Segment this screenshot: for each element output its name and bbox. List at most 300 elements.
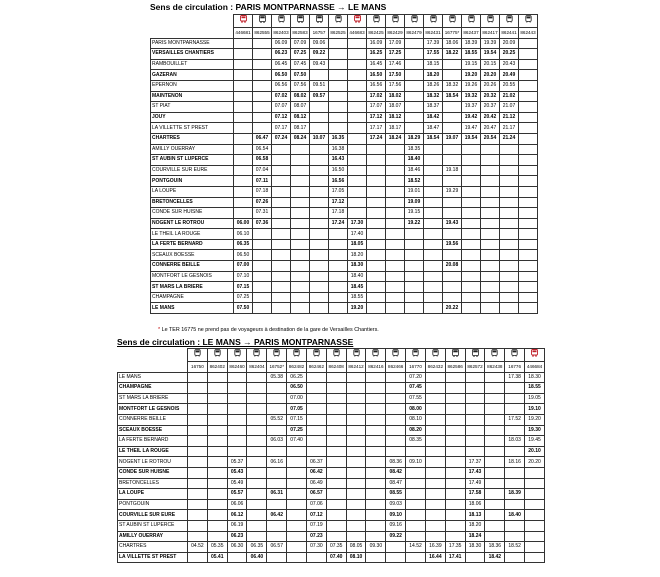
time-cell: 18.17 <box>386 123 405 134</box>
time-cell <box>425 510 445 521</box>
time-cell: 18.47 <box>424 123 443 134</box>
time-cell <box>310 144 329 155</box>
time-cell: 19.29 <box>443 186 462 197</box>
time-cell <box>406 446 426 457</box>
time-cell <box>291 303 310 314</box>
time-cell <box>272 261 291 272</box>
time-cell: 18.06 <box>465 499 485 510</box>
time-cell <box>247 404 267 415</box>
time-cell: 18.55 <box>525 383 545 394</box>
time-cell <box>291 282 310 293</box>
time-cell <box>188 436 208 447</box>
time-cell <box>310 123 329 134</box>
table-row <box>118 404 545 415</box>
time-cell: 09.57 <box>310 91 329 102</box>
time-cell: 06.23 <box>227 531 247 542</box>
time-cell <box>481 165 500 176</box>
time-cell <box>481 250 500 261</box>
time-cell: 07.40 <box>326 552 346 563</box>
time-cell <box>207 478 227 489</box>
timetable-paris-le-mans <box>150 14 538 314</box>
time-cell <box>287 552 307 563</box>
time-cell: 07.25 <box>234 292 253 303</box>
time-cell: 20.09 <box>500 38 519 49</box>
time-cell <box>326 425 346 436</box>
time-cell: 20.22 <box>443 303 462 314</box>
time-cell <box>366 372 386 383</box>
time-cell: 07.56 <box>291 80 310 91</box>
time-cell <box>306 393 326 404</box>
time-cell <box>386 446 406 457</box>
time-cell <box>207 510 227 521</box>
time-cell <box>267 467 287 478</box>
time-cell <box>406 510 426 521</box>
time-cell <box>227 446 247 457</box>
time-cell: 07.12 <box>306 510 326 521</box>
train-icon <box>366 349 386 362</box>
time-cell <box>386 292 405 303</box>
train-number: 446683 <box>348 28 367 39</box>
time-cell <box>386 425 406 436</box>
time-cell <box>291 261 310 272</box>
time-cell <box>525 542 545 553</box>
time-cell <box>247 446 267 457</box>
time-cell: 06.30 <box>227 542 247 553</box>
time-cell: 14.52 <box>406 542 426 553</box>
time-cell <box>253 271 272 282</box>
time-cell <box>519 261 538 272</box>
time-cell <box>366 404 386 415</box>
time-cell <box>386 250 405 261</box>
train-number: 16776 <box>505 362 525 373</box>
time-cell <box>310 155 329 166</box>
time-cell <box>247 372 267 383</box>
time-cell <box>386 144 405 155</box>
time-cell <box>443 208 462 219</box>
train-icon <box>287 349 307 362</box>
time-cell <box>253 261 272 272</box>
time-cell <box>306 436 326 447</box>
time-cell <box>348 144 367 155</box>
time-cell <box>346 520 366 531</box>
time-cell: 20.26 <box>481 80 500 91</box>
time-cell <box>405 123 424 134</box>
table-row <box>118 478 545 489</box>
station-name: MONTFORT LE GESNOIS <box>118 404 188 415</box>
time-cell <box>366 520 386 531</box>
time-cell <box>443 197 462 208</box>
time-cell <box>253 38 272 49</box>
time-cell <box>445 489 465 500</box>
time-cell <box>291 197 310 208</box>
time-cell <box>525 467 545 478</box>
time-cell <box>425 446 445 457</box>
train-icon <box>207 349 227 362</box>
time-cell <box>425 372 445 383</box>
table-row <box>151 250 538 261</box>
time-cell <box>406 467 426 478</box>
time-cell <box>188 467 208 478</box>
time-cell <box>253 112 272 123</box>
time-cell <box>247 531 267 542</box>
time-cell: 07.00 <box>234 261 253 272</box>
time-cell: 19.20 <box>348 303 367 314</box>
table-row <box>118 531 545 542</box>
time-cell: 10.07 <box>310 133 329 144</box>
time-cell <box>291 239 310 250</box>
time-cell <box>253 229 272 240</box>
station-name: LE THEIL LA ROUGE <box>151 229 234 240</box>
train-number: 862402 <box>207 362 227 373</box>
time-cell <box>485 510 505 521</box>
train-number: 862431 <box>424 28 443 39</box>
time-cell <box>445 520 465 531</box>
time-cell: 17.55 <box>424 49 443 60</box>
time-cell <box>505 383 525 394</box>
time-cell <box>485 436 505 447</box>
time-cell <box>346 383 366 394</box>
time-cell: 09.06 <box>310 38 329 49</box>
time-cell <box>346 467 366 478</box>
time-cell <box>445 478 465 489</box>
station-name: SCEAUX BOESSE <box>118 425 188 436</box>
time-cell <box>465 414 485 425</box>
time-cell <box>291 144 310 155</box>
time-cell <box>326 478 346 489</box>
time-cell <box>443 112 462 123</box>
time-cell <box>485 414 505 425</box>
time-cell <box>188 372 208 383</box>
time-cell <box>310 218 329 229</box>
table-row <box>151 282 538 293</box>
time-cell <box>234 133 253 144</box>
time-cell <box>227 372 247 383</box>
station-name: COURVILLE SUR EURE <box>151 165 234 176</box>
time-cell <box>425 467 445 478</box>
time-cell <box>485 372 505 383</box>
time-cell <box>366 478 386 489</box>
time-cell <box>367 165 386 176</box>
time-cell: 17.58 <box>465 489 485 500</box>
table-row <box>151 102 538 113</box>
time-cell <box>367 229 386 240</box>
time-cell <box>443 59 462 70</box>
time-cell <box>310 261 329 272</box>
time-cell <box>234 70 253 81</box>
time-cell <box>329 59 348 70</box>
time-cell <box>424 229 443 240</box>
time-cell <box>310 186 329 197</box>
time-cell <box>445 499 465 510</box>
table-row <box>151 261 538 272</box>
time-cell: 07.23 <box>306 531 326 542</box>
time-cell <box>306 383 326 394</box>
table-row <box>151 292 538 303</box>
time-cell <box>445 531 465 542</box>
train-number: 16770 <box>406 362 426 373</box>
time-cell <box>267 531 287 542</box>
time-cell <box>519 144 538 155</box>
time-cell <box>519 229 538 240</box>
time-cell: 09.22 <box>386 531 406 542</box>
time-cell <box>462 303 481 314</box>
time-cell: 18.54 <box>424 133 443 144</box>
time-cell: 06.25 <box>287 372 307 383</box>
time-cell: 17.05 <box>329 186 348 197</box>
time-cell: 17.56 <box>386 80 405 91</box>
time-cell <box>346 457 366 468</box>
time-cell <box>405 91 424 102</box>
time-cell <box>272 229 291 240</box>
time-cell <box>424 261 443 272</box>
time-cell <box>207 457 227 468</box>
time-cell <box>386 239 405 250</box>
time-cell <box>287 499 307 510</box>
train-number: 862443 <box>519 28 538 39</box>
time-cell <box>234 197 253 208</box>
time-cell: 09.51 <box>310 80 329 91</box>
time-cell <box>207 489 227 500</box>
time-cell: 18.22 <box>443 49 462 60</box>
time-cell: 08.24 <box>291 133 310 144</box>
time-cell <box>326 531 346 542</box>
time-cell <box>405 59 424 70</box>
time-cell <box>310 102 329 113</box>
station-name: LE THEIL LA ROUGE <box>118 446 188 457</box>
time-cell: 21.24 <box>500 133 519 144</box>
time-cell <box>386 186 405 197</box>
time-cell <box>519 186 538 197</box>
time-cell <box>505 467 525 478</box>
time-cell <box>188 446 208 457</box>
time-cell <box>346 404 366 415</box>
time-cell: 07.15 <box>287 414 307 425</box>
time-cell: 18.20 <box>465 520 485 531</box>
train-number: 862482 <box>287 362 307 373</box>
train-number: 862462 <box>306 362 326 373</box>
train-number: 862412 <box>346 362 366 373</box>
station-name: PARIS MONTPARNASSE <box>151 38 234 49</box>
time-cell: 16.35 <box>329 133 348 144</box>
time-cell: 06.37 <box>306 457 326 468</box>
time-cell <box>481 271 500 282</box>
time-cell: 17.09 <box>386 38 405 49</box>
time-cell <box>443 176 462 187</box>
time-cell: 17.02 <box>367 91 386 102</box>
station-name: BRETONCELLES <box>118 478 188 489</box>
time-cell: 18.05 <box>348 239 367 250</box>
time-cell <box>425 489 445 500</box>
table-row <box>118 414 545 425</box>
time-cell: 21.07 <box>500 102 519 113</box>
station-name: VERSAILLES CHANTIERS <box>151 49 234 60</box>
time-cell <box>485 425 505 436</box>
time-cell <box>346 531 366 542</box>
time-cell <box>462 239 481 250</box>
time-cell <box>329 112 348 123</box>
time-cell <box>188 499 208 510</box>
time-cell <box>247 499 267 510</box>
time-cell <box>425 531 445 542</box>
time-cell: 21.17 <box>500 123 519 134</box>
section2-title: Sens de circulation : LE MANS → PARIS MONTPARNASSE <box>117 337 354 347</box>
time-cell <box>424 186 443 197</box>
time-cell: 19.54 <box>462 133 481 144</box>
time-cell <box>519 91 538 102</box>
time-cell <box>348 80 367 91</box>
train-number: 862416 <box>366 362 386 373</box>
time-cell <box>247 478 267 489</box>
time-cell <box>306 552 326 563</box>
table-row <box>151 59 538 70</box>
time-cell <box>519 123 538 134</box>
time-cell: 17.17 <box>367 123 386 134</box>
time-cell <box>445 414 465 425</box>
table-row <box>151 229 538 240</box>
time-cell: 05.41 <box>207 552 227 563</box>
time-cell <box>406 531 426 542</box>
time-cell <box>366 531 386 542</box>
time-cell <box>425 404 445 415</box>
time-cell <box>287 446 307 457</box>
time-cell: 20.25 <box>500 49 519 60</box>
time-cell <box>326 436 346 447</box>
time-cell <box>227 404 247 415</box>
time-cell <box>386 282 405 293</box>
time-cell <box>234 38 253 49</box>
time-cell: 18.46 <box>405 165 424 176</box>
time-cell <box>462 155 481 166</box>
time-cell <box>462 261 481 272</box>
time-cell <box>326 393 346 404</box>
time-cell <box>500 229 519 240</box>
time-cell <box>425 383 445 394</box>
time-cell: 18.40 <box>348 271 367 282</box>
train-number: 862438 <box>485 362 505 373</box>
time-cell <box>500 176 519 187</box>
time-cell: 06.54 <box>253 144 272 155</box>
time-cell <box>465 372 485 383</box>
time-cell <box>500 208 519 219</box>
time-cell: 07.40 <box>287 436 307 447</box>
table-row <box>151 303 538 314</box>
time-cell: 09.22 <box>310 49 329 60</box>
time-cell: 18.03 <box>505 436 525 447</box>
time-cell <box>267 393 287 404</box>
time-cell <box>291 271 310 282</box>
bus-icon <box>291 15 310 28</box>
time-cell <box>481 239 500 250</box>
time-cell: 07.11 <box>253 176 272 187</box>
time-cell: 19.30 <box>525 425 545 436</box>
time-cell <box>346 499 366 510</box>
time-cell <box>505 552 525 563</box>
train-number: 16775* <box>443 28 462 39</box>
time-cell <box>424 271 443 282</box>
time-cell <box>291 186 310 197</box>
time-cell: 19.01 <box>405 186 424 197</box>
time-cell: 19.39 <box>481 38 500 49</box>
table-row <box>118 372 545 383</box>
time-cell <box>519 197 538 208</box>
time-cell <box>329 282 348 293</box>
time-cell: 19.15 <box>462 59 481 70</box>
time-cell: 18.29 <box>405 133 424 144</box>
time-cell <box>306 446 326 457</box>
station-name: NOGENT LE ROTROU <box>118 457 188 468</box>
time-cell <box>247 467 267 478</box>
time-cell: 17.12 <box>367 112 386 123</box>
time-cell <box>272 303 291 314</box>
time-cell: 07.30 <box>306 542 326 553</box>
time-cell <box>462 271 481 282</box>
time-cell: 08.02 <box>291 91 310 102</box>
time-cell: 05.37 <box>227 457 247 468</box>
time-cell <box>329 303 348 314</box>
time-cell <box>267 499 287 510</box>
table-row <box>118 446 545 457</box>
time-cell: 17.38 <box>505 372 525 383</box>
time-cell <box>310 282 329 293</box>
time-cell: 19.54 <box>481 49 500 60</box>
station-name: CONDE SUR HUISNE <box>151 208 234 219</box>
train-number: 862586 <box>445 362 465 373</box>
time-cell <box>310 292 329 303</box>
train-number: 862432 <box>425 362 445 373</box>
time-cell <box>445 393 465 404</box>
station-name: JOUY <box>151 112 234 123</box>
time-cell <box>367 261 386 272</box>
table-row <box>151 80 538 91</box>
time-cell: 07.10 <box>234 271 253 282</box>
time-cell: 19.09 <box>405 197 424 208</box>
time-cell <box>234 91 253 102</box>
time-cell <box>367 218 386 229</box>
station-name: PONTGOUIN <box>151 176 234 187</box>
time-cell <box>306 414 326 425</box>
time-cell <box>445 467 465 478</box>
time-cell: 06.10 <box>234 229 253 240</box>
table-row <box>118 436 545 447</box>
station-name: CONDE SUR HUISNE <box>118 467 188 478</box>
time-cell <box>465 552 485 563</box>
time-cell: 07.19 <box>306 520 326 531</box>
time-cell <box>326 414 346 425</box>
time-cell: 09.30 <box>366 542 386 553</box>
time-cell: 18.24 <box>386 133 405 144</box>
time-cell <box>405 303 424 314</box>
time-cell <box>519 303 538 314</box>
train-number: 862525 <box>329 28 348 39</box>
time-cell <box>346 436 366 447</box>
station-name: MONTFORT LE GESNOIS <box>151 271 234 282</box>
time-cell <box>505 393 525 404</box>
time-cell: 06.31 <box>267 489 287 500</box>
time-cell <box>525 520 545 531</box>
time-cell <box>481 282 500 293</box>
time-cell: 19.22 <box>405 218 424 229</box>
time-cell <box>500 303 519 314</box>
time-cell <box>366 457 386 468</box>
time-cell <box>505 531 525 542</box>
time-cell <box>519 165 538 176</box>
time-cell: 08.47 <box>386 478 406 489</box>
time-cell <box>500 250 519 261</box>
time-cell: 06.19 <box>227 520 247 531</box>
time-cell <box>272 155 291 166</box>
time-cell <box>443 123 462 134</box>
time-cell <box>481 197 500 208</box>
